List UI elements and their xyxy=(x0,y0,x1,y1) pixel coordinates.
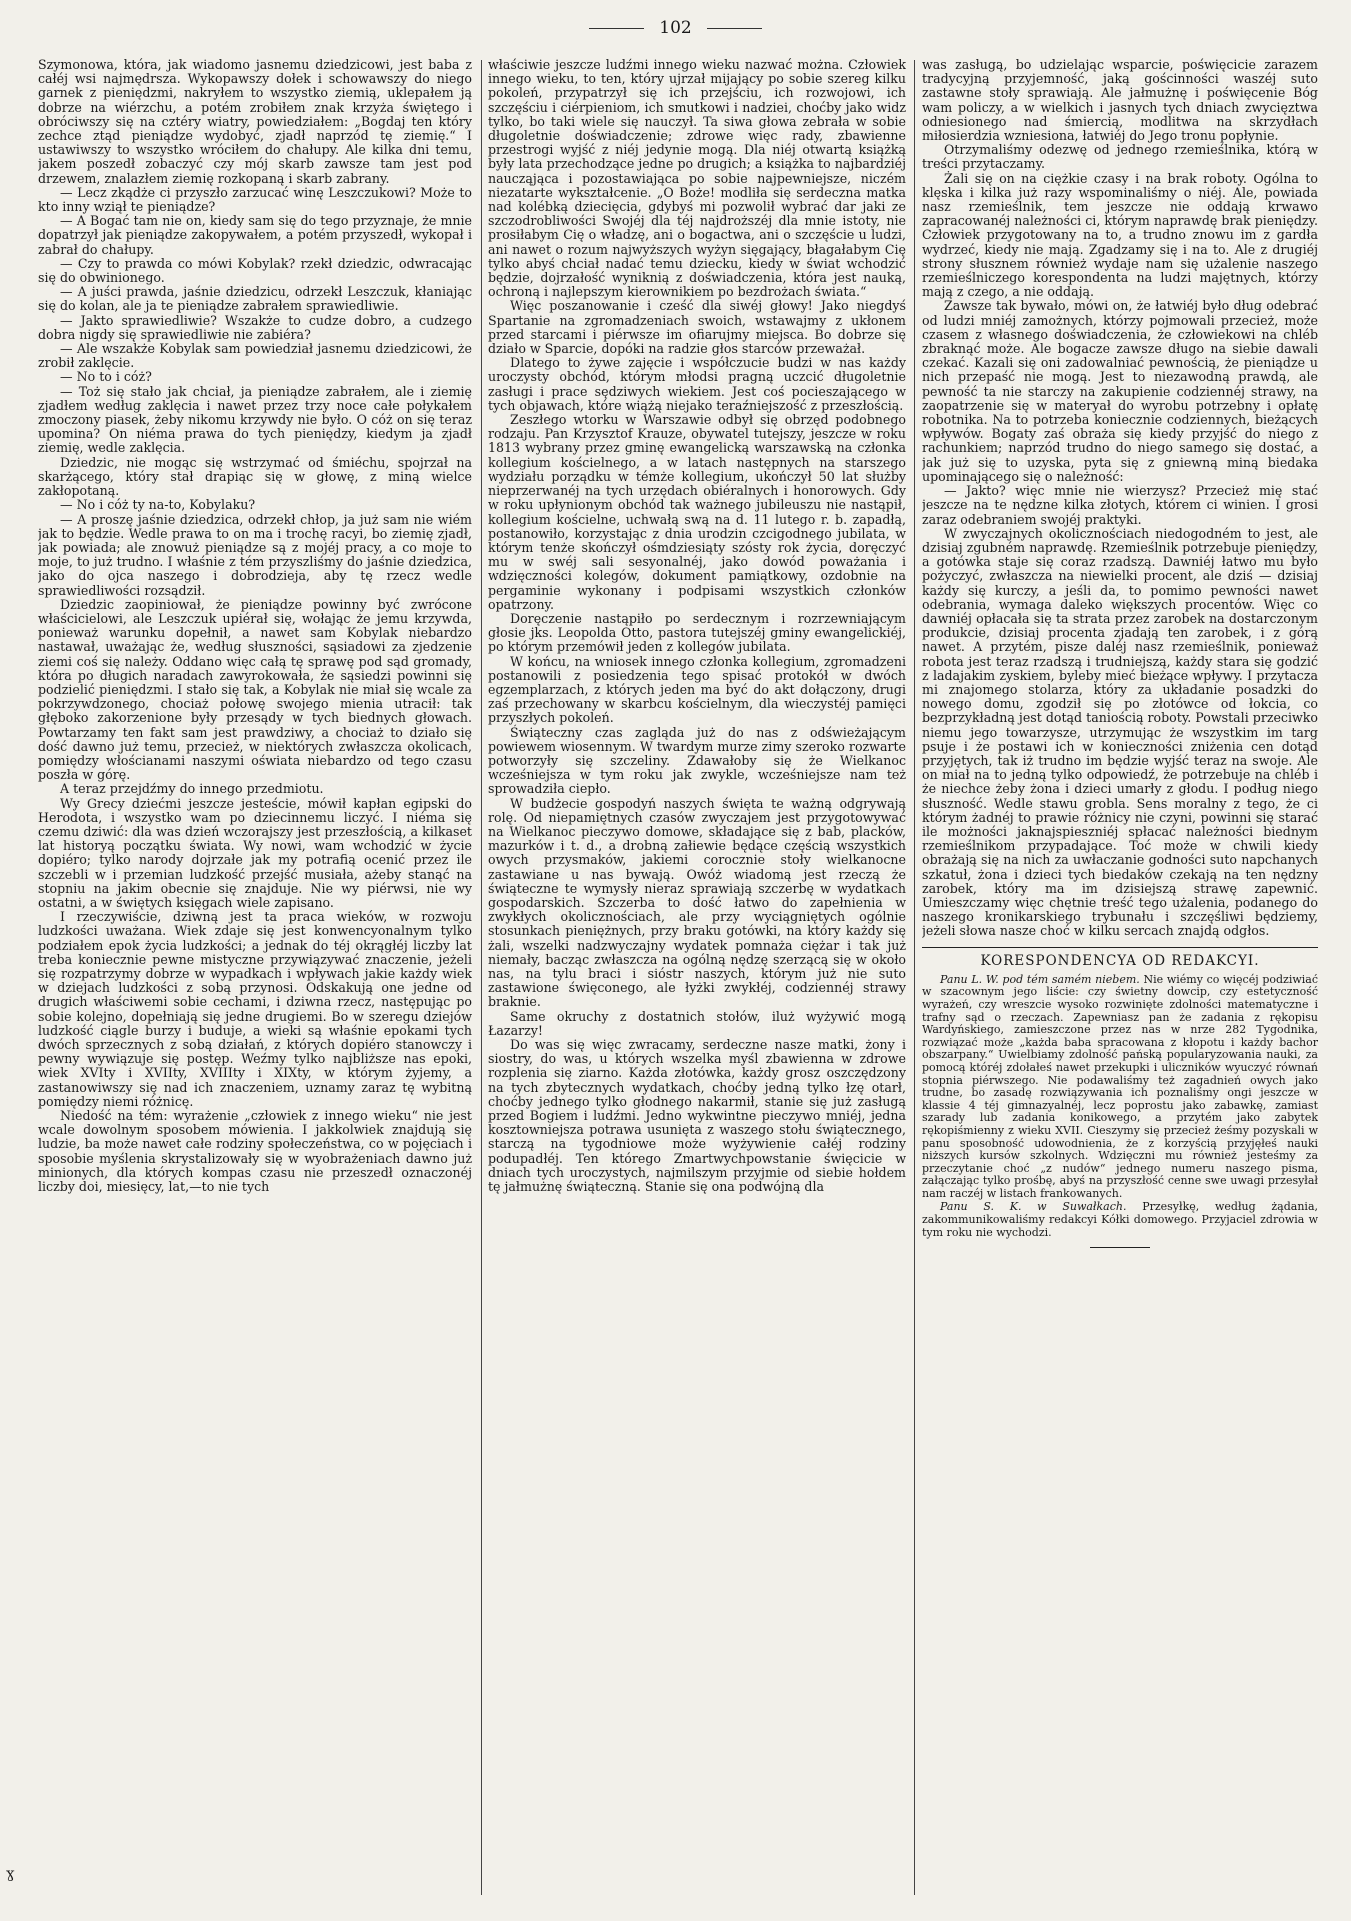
column-1 xyxy=(38,58,472,1898)
paragraph: Zeszłego wtorku w Warszawie odbył się obrzęd podobnego rodzaju. Pan Krzysztof Krauze, obywatel tutejszy, jeszcze w roku 1813 wybrany przez gminę ewangelicką warszawską na członka kollegium kościelnego, a w latach następnych na starszego wydziału porządku w témże kollegium, ukończył 50 lat służby nieprzerwanéj na tych urzędach obiéralnych i honorowych. Gdy w roku upłynionym obchód tak ważnego jubileuszu nie nastąpił, kollegium kościelne, uchwałą swą na d. 11 lutego r. b. zapadłą, postanowiło, korzystając z dnia urodzin czcigodnego jubilata, w którym tenże skończył ośmdziesiąty szósty rok życia, doręczyć mu w swéj sali sesyonalnéj, jako dowód poważania i wdzięczności kolegów, dokument pamiątkowy, ozdobnie na pergaminie wykonany i podpisami wszystkich członków opatrzony. xyxy=(488,412,906,612)
paragraph: właściwie jeszcze ludźmi innego wieku nazwać można. Człowiek innego wieku, to ten, który ujrzał mijający po sobie szereg kilku pokoleń, przypatrzył się ich przejściu, ich rozwojowi, ich szczęściu i ciérpieniom, ich smutkowi i nadziei, choćby jako widz tylko, bo taki wiele się nauczył. Ta siwa głowa zebrała w sobie długoletnie doświadczenie; zdrowe więc rady, zbawienne przestrogi wyjść z niéj jedynie mogą. Dla niéj otwartą książką były lata przechodzące jedne po drugich; a książka to najbardziéj naucząjąca i pozostawiająca po sobie najpewniejsze, niczém niezatarte wykształcenie. „O Boże! modliła się serdeczna matka nad kolébką dziecięcia, gdybyś mi pozwolił wybrać dar jaki ze szczodrobliwości Swojéj dla téj najdroższéj dla mnie istoty, nie prosiłabym Cię o władzę, ani o bogactwa, ani o szczęście u ludzi, ani nawet o rozum najwyższych wyżyn sięgający, błagałabym Cię tylko abyś chciał nadać temu dziecku, kiedy w świat wchodzić będzie, dojrzałość wyniknią z doświadczenia, która jest nauką, ochroną i najlepszym kierownikiem po bezdrożach świata.“ xyxy=(488,58,906,300)
paragraph: Same okruchy z dostatnich stołów, iluż wyżywić mogą Łazarzy! xyxy=(488,1008,906,1038)
correspondence-body xyxy=(922,974,1318,1239)
paragraph: Wy Grecy dziećmi jeszcze jesteście, mówił kapłan egipski do Herodota, i wszystko wam po dziecinnemu liczyć. I niéma się czemu dziwić: dla was dzień wczorajszy jest przeszłością, a kilkaset lat historyą początku świata. Wy nowi, wam wchodzić w życie dopiéro; tylko narody dojrzałe jak my potrafią ocenić przez ile szczebli w i przemian ludzkość przejść musiała, ażeby stanąć na stopniu na jakim obecnie się znajduje. Nie wy piérwsi, nie wy ostatni, a w świętych księgach wiele zapisano. xyxy=(38,795,472,910)
paragraph: Dziedzic, nie mogąc się wstrzymać od śmiéchu, spojrzał na skarżącego, który stał drapiąc się w głowę, z miną wielce zakłopotaną. xyxy=(38,454,472,499)
margin-mark: ɣ xyxy=(6,1866,15,1882)
paragraph: Niedość na tém: wyrażenie „człowiek z innego wieku“ nie jest wcale dowolnym sposobem mówienia. I jakkolwiek znajdują się ludzie, ba może nawet całe rodziny społeczeństwa, co w pojęciach i sposobie myślenia skrystalizowały się w wyobrażeniach dawno już minionych, dla których kompas czasu nie przeszedł oznaczonéj liczby doi, miesięcy, lat,—to nie tych xyxy=(38,1108,472,1195)
paragraph: Do was się więc zwracamy, serdeczne nasze matki, żony i siostry, do was, u których wszelka myśl zbawienna w zdrowe rozplenia się ziarno. Każda złotówka, każdy grosz oszczędzony na tych zbytecznych wydatkach, choćby jedną tylko łzę otarł, choćby jednego tylko głodnego nakarmił, stanie się już zasługą przed Bogiem i ludźmi. Jedno wykwintne pieczywo mniéj, jedna kosztowniejsza potrawa usunięta z waszego stołu świątecznego, starczą na tygodniowe może wyżywienie całéj rodziny podupadłéj. Ten którego Zmartwychpowstanie święcicie w dniach tych uroczystych, najmilszym przyjmie od siebie hołdem tę jałmużnę świąteczną. Stanie się ona podwójną dla xyxy=(488,1037,906,1195)
paragraph: — No to i cóż? xyxy=(60,369,152,385)
header-rule-left xyxy=(589,28,644,29)
section-divider xyxy=(922,947,1318,948)
column-3 xyxy=(922,58,1318,1898)
paragraph: A teraz przejdźmy do innego przedmiotu. xyxy=(60,781,324,797)
paragraph: — Jakto? więc mnie nie wierzysz? Przecież mię stać jeszcze na te nędzne kilka złotych, którem ci winien. I grosi zaraz odebraniem swojéj praktyki. xyxy=(922,483,1318,527)
correspondence-item xyxy=(922,974,1318,1201)
paragraph: — A juści prawda, jaśnie dziedzicu, odrzekł Leszczuk, kłaniając się do kolan, ale ja te pieniądze zabrałem sprawiedliwie. xyxy=(38,284,472,314)
paragraph: W zwyczajnych okolicznościach niedogodném to jest, ale dzisiaj zgubném naprawdę. Rzemieślnik potrzebuje pieniędzy, a gotówka staje się coraz rzadszą. Dawniéj łatwo mu było pożyczyć, zwłaszcza na niewielki procent, ale dziś — dzisiaj każdy się kurczy, a jeśli da, to pomimo pewności nawet odebrania, wymaga daleko większych procentów. Więc co dawniéj opłacała się ta strata przez zarobek na dostarczonym produkcie, dzisiaj procenta zjadają ten zarobek, i z górą nawet. A przytém, pisze daléj nasz rzemieślnik, ponieważ robota jest teraz rzadszą i trudniejszą, każdy stara się godzić z ladajakim zyskiem, byleby mieć bieżące wpływy. I przytacza mi znajomego stolarza, który za układanie posadzki do nowego domu, zgodził się po złotówce od łokcia, co bezprzykładną jest dotąd taniością roboty. Powstali przeciwko niemu jego towarzysze, utrzymując że wszystkim im targ psuje i że postawi ich w konieczności zniżenia cen dotąd przyjętych, tak iż trudno im będzie wyjść teraz na swoje. Ale on miał na to jedną tylko odpowiedź, że potrzebuje na chléb i że niechce żeby żona i dzieci umarły z głodu. I podług niego słuszność. Wedle stawu grobla. Sens moralny z tego, że ci którym żadnéj to prawie różnicy nie czyni, powinni się starać ile możności jaknajspieszniéj spłacać należności biednym rzemieślnikom przypadające. Toć może w chwili kiedy obrażają się na nich za uwłaczanie godności suto napchanych szkatuł, żona i dzieci tych biedaków czekają na ten nędzny zarobek, który ma im dzisiejszą strawę zapewnić. Umieszczamy więc chętnie treść tego użalenia, podanego do naszego kronikarskiego trybunału i szczęśliwi będziemy, jeżeli słowa nasze choć w kilku sercach znajdą odgłos. xyxy=(922,525,1318,939)
paragraph: — Lecz zkądże ci przyszło zarzucać winę Leszczukowi? Może to kto inny wziął te pieniądze? xyxy=(38,184,472,215)
paragraph: was zasługą, bo udzielając wsparcie, poświęcicie zarazem tradycyjną przyjemność, jaką gościnności waszéj suto zastawne stoły sprawiają. Ale jałmużnę i poświęcenie Bóg wam policzy, a w wielkich i jasnych tych dniach zwycięztwa odniesionego nad śmiercią, modlitwa na skrzydłach miłosierdzia wzniesiona, łatwiéj do Jego tronu popłynie. xyxy=(922,58,1318,144)
paragraph: — No i cóż ty na-to, Kobylaku? xyxy=(60,497,256,513)
correspondence-item xyxy=(922,1201,1318,1239)
page-number: 102 xyxy=(659,18,692,38)
paragraph: — Ale wszakże Kobylak sam powiedział jasnemu dziedzicowi, że zrobił zaklęcie. xyxy=(38,341,472,371)
column-3-body xyxy=(922,58,1318,939)
paragraph: — Czy to prawda co mówi Kobylak? rzekł dziedzic, odwracając się do obwinionego. xyxy=(38,255,472,286)
correspondence-addressee: Panu L. W. pod tém samém niebem. xyxy=(940,972,1140,986)
correspondence-text: Przesyłkę, według żądania, zakommunikowaliśmy redakcyi Kółki domowego. Przyjaciel zdrowia w tym roku nie wychodzi. xyxy=(922,1200,1318,1239)
correspondence-text: Nie wiémy co więcéj podziwiać w szacownym jego liście: czy świetny dowcip, czy estetyczność wyrażeń, czy wreszcie wysoko rozwinięte zdolności matematyczne i trafny sąd o rzeczach. Zapewniasz pan że zadania z rękopisu Wardyńskiego, zamieszczone przez nas w nrze 282 Tygodnika, rozwiązać może „każda baba spracowana z kłopotu i każdy bachor obszarpany.“ Uwielbiamy zdolność pańską popularyzowania nauki, za pomocą któréj zdołałeś nawet przekupki i uliczników wyuczyć równań stopnia piérwszego. Nie podawaliśmy też zagadnień owych jako trudne, bo zasadę rozwiązywania ich poznaliśmy ongi jeszcze w klassie 4 téj gimnazyalnéj, lecz poprostu jako zabawkę, zamiast szarady lub zadania konikowego, a przytém jako zabytek rękopiśmienny z wieku XVII. Cieszymy się przecież żeśmy pozyskali w panu sposobność udowodnienia, że z korzyścią przyjęłeś nauki niższych kursów szkolnych. Wdzięczni mu również jesteśmy za przeczytanie choć „z nudów“ jednego numeru naszego pisma, załączając tylko prośbę, abyś na przyszłość cenne swe uwagi przesyłał nam raczéj w listach frankowanych. xyxy=(922,972,1318,1200)
paragraph: Szymonowa, która, jak wiadomo jasnemu dziedzicowi, jest baba z całéj wsi najmędrsza. Wykopawszy dołek i schowawszy do niego garnek z pieniędzmi, nakryłem to wszystko ziemią, uklepałem ją dobrze na wiérzchu, a potém zrobiłem znak krzyża świętego i obróciwszy się na cztéry wiatry, powiedziałem: „Bogdaj ten który zechce ztąd pieniądze wydobyć, zjadł naprzód tę ziemię.“ I ustawiwszy to wszystko wróciłem do chałupy. Ale kilka dni temu, jakem poszedł zobaczyć czy mój skarb zawsze tam jest pod drzewem, znalazłem ziemię rozkopaną i skarb zabrany. xyxy=(38,58,472,186)
paragraph: Więc poszanowanie i cześć dla siwéj głowy! Jako niegdyś Spartanie na zgromadzeniach swoich, wstawajmy z ukłonem przed starcami i piérwsze im ofiarujmy miejsca. Bo dobrze się działo w Sparcie, dopóki na radzie głos starców przeważał. xyxy=(488,298,906,357)
header-rule-right xyxy=(707,28,762,29)
page-header xyxy=(0,18,1351,38)
paragraph: — Toż się stało jak chciał, ja pieniądze zabrałem, ale i ziemię zjadłem według zaklęcia i nawet przez trzy noce całe połykałem zmoczony piasek, żeby nikomu krzywdy nie było. O cóż on się teraz upomina? On niéma prawa do tych pieniędzy, kiedym ja zjadł ziemię, wedle zaklęcia. xyxy=(38,383,472,456)
paragraph: W budżecie gospodyń naszych święta te ważną odgrywają rolę. Od niepamiętnych czasów zwyczajem jest przygotowywać na Wielkanoc pieczywo domowe, składające się z bab, placków, mazurków i t. d., a drobną załiewie będące częścią wszystkich owych przysmaków, jakiemi corocznie stoły wielkanocne zastawiane u nas bywają. Owóż wiadomą jest rzeczą że świąteczne te wymysły nieraz sprawiają szczerbę w wydatkach gospodarskich. Szczerba to dość łatwo do zapełnienia w zwykłych okolicznościach, ale przy wyciągniętych ogólnie stosunkach pieniężnych, przy braku gotówki, na który każdy się żali, wszelki nadzwyczajny wydatek pomnaża ciężar i tak już niemały, bacząc zwłaszcza na ogólną nędzę szerzącą się w około nas, na tylu braci i sióstr naszych, którym już nie suto zastawione święconego, ale łyżki zwykłéj, codziennéj strawy braknie. xyxy=(488,795,906,1010)
correspondence-title: KORESPONDENCYA OD REDAKCYI. xyxy=(980,952,1260,969)
paragraph: — A proszę jaśnie dziedzica, odrzekł chłop, ja już sam nie wiém jak to będzie. Wedle prawa to on ma i trochę racyi, bo ziemię zjadł, jak powiada; ale znowuż pieniądze są z mojéj pracy, a co moje to moje, to już trudno. I właśnie z tém przyszliśmy do jaśnie dziedzica, jako do ojca naszego i dobrodzieja, aby tę rzecz wedle sprawiedliwości rozsądził. xyxy=(38,511,472,598)
paragraph: W końcu, na wniosek innego członka kollegium, zgromadzeni postanowili z posiedzenia tego spisać protokół w dwóch egzemplarzach, z których jeden ma być do akt dołączony, drugi zaś przechowany w skarbcu kościelnym, dla wieczystéj pamięci przyszłych pokoleń. xyxy=(488,653,906,726)
paragraph: — Jakto sprawiedliwie? Wszakże to cudze dobro, a cudzego dobra nigdy się sprawiedliwie nie zabiéra? xyxy=(38,312,472,342)
paragraph: Żali się on na ciężkie czasy i na brak roboty. Ogólna to klęska i kilka już razy wspominaliśmy o niéj. Ale, powiada nasz rzemieślnik, tem jeszcze nie oddają krwawo zapracowanéj należności ci, którym naprawdę brak pieniędzy. Człowiek przygotowany na to, a trudno znowu im z gardła wydrzeć, kiedy nie mają. Zgadzamy się i na to. Ale z drugiéj strony słusznem również wydaje nam się użalenie naszego rzemieślniczego korespondenta na ludzi majętnych, którzy mają z czego, a nie oddają. xyxy=(922,170,1318,300)
paragraph: I rzeczywiście, dziwną jest ta praca wieków, w rozwoju ludzkości uważana. Wiek zdaje się jest konwencyonalnym tylko podziałem epok życia ludzkości; a jednak do téj okrągłéj liczby lat treba koniecznie pewne mistyczne przywiązywać znaczenie, jeżeli się rozpatrzymy dobrze w wypadkach i wpływach jakie każdy wiek w dziejach ludzkości z sobą przynosi. Odskakują one jedne od drugich właściwemi sobie cechami, i dziwna rzecz, następując po sobie kolejno, dopełniają się jedne drugiemi. Bo w szeregu dziejów ludzkość ciągle burzy i buduje, a wieki są właśnie epokami tych dwóch sprzecznych z sobą działań, z których dopiéro stanowczy i pewny wywiązuje się postęp. Weźmy tylko najbliższe nas epoki, wiek XVIty i XVIIty, XVIIIty i XIXty, w którym żyjemy, a zastanowiwszy się nad ich znaczeniem, uznamy zaraz tę wybitną pomiędzy niemi różnicę. xyxy=(38,909,472,1109)
paragraph: Zawsze tak bywało, mówi on, że łatwiéj było dług odebrać od ludzi mniéj zamożnych, którzy pojmowali przecież, może czasem z własnego doświadczenia, że człowiekowi na chléb zbraknąć może. Ale bogacze zawsze długo na siebie dawali czekać. Kazali się oni zadowalniać pewnością, że pieniądze u nich przepaść nie mogą. Jest to niezawodną prawdą, ale pewność ta nie starczy na zakupienie codziennéj strawy, na zaopatrzenie się w materyał do wyrobu potrzebny i opłatę robotnika. Na to potrzeba koniecznie codziennych, bieżących wpływów. Bogaty zaś obraża się kiedy przyjść do niego z rachunkiem; naprzód trudno do niego samego się dostać, a jak już się to uzyska, pyta się z gniewną miną biedaka upominającego się o należność: xyxy=(922,298,1318,484)
paragraph: Dlatego to żywe zajęcie i współczucie budzi w nas każdy uroczysty obchód, którym młodsi pragną uczcić długoletnie zasługi i prace sędziwych wiekiem. Jest coś pocieszającego w tych objawach, które wiążą niejako teraźniejszość z przeszłością. xyxy=(488,355,906,413)
correspondence-addressee: Panu S. K. w Suwałkach. xyxy=(940,1200,1127,1214)
paragraph: — A Bogać tam nie on, kiedy sam się do tego przyznaje, że mnie dopatrzył jak pieniądze zakopywałem, a potém przyszedł, wykopał i zabrał do chałupy. xyxy=(38,213,472,257)
paragraph: Otrzymaliśmy odezwę od jednego rzemieślnika, którą w treści przytaczamy. xyxy=(922,142,1318,172)
column-divider xyxy=(914,60,915,1895)
end-rule xyxy=(1090,1247,1150,1248)
paragraph: Świąteczny czas zagląda już do nas z odświeżającym powiewem wiosennym. W twardym murze zimy szeroko rozwarte potworzyły się szczeliny. Zdawałoby się że Wielkanoc wcześniejsza w tym roku jak zwykle, wcześniejsze nam też sprowadziła ciepło. xyxy=(488,724,906,797)
column-2 xyxy=(488,58,906,1898)
column-divider xyxy=(481,60,482,1895)
paragraph: Dziedzic zaopiniował, że pieniądze powinny być zwrócone właścicielowi, ale Leszczuk upiérał się, wołając że jemu krzywda, ponieważ warunku dopełnił, a nawet sam Kobylak niebardzo nastawał, uważając że, według słuszności, sąsiadowi za zjedzenie ziemi coś się należy. Oddano więc całą tę sprawę pod sąd gromady, która po długich naradach zawyrokowała, że sąsiedzi powinni się podzielić pieniędzmi. I stało się tak, a Kobylak nie miał się wcale za pokrzywdzonego, chociaż połowę swojego mienia utracił: tak głęboko zakorzenione były przesądy w tych biednych głowach. Powtarzamy ten fakt sam jest prawdziwy, a chociaż to działo się dość dawno już temu, przecież, w niektórych zwłaszcza okolicach, pomiędzy włościanami naszymi oświata niebardzo od tego czasu poszła w górę. xyxy=(38,596,472,783)
paragraph: Doręczenie nastąpiło po serdecznym i rozrzewniającym głosie jks. Leopolda Otto, pastora tutejszéj gminy ewangelickiéj, po którym przemówił jeden z kollegów jubilata. xyxy=(488,610,906,655)
